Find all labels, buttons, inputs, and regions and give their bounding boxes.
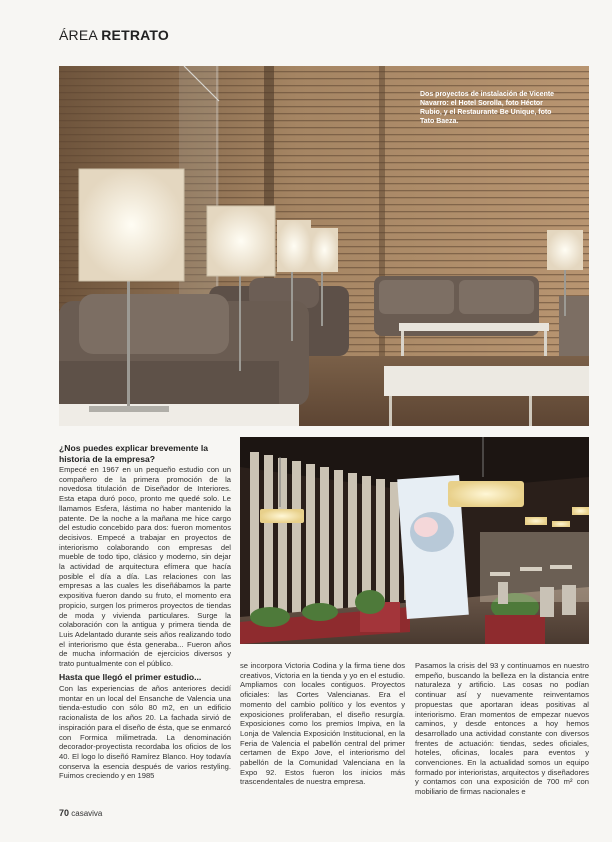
paragraph-present: Pasamos la crisis del 93 y continuamos en nuestro empeño, buscando la belleza en la distancia entre naturaleza y artificio. Las cosas no podían continuar así y nuevamente reinventamos propuestas que aportaran ideas positivas al interiorismo. Eran momentos de empezar nuevos caminos, y desde entonces a hoy hemos desarrollado una actividad constante con diversos frentes de actuación: tiendas, sedes oficiales, hoteles, oficinas, locales para eventos y convenciones. En la actualidad somos un equipo formado por interioristas, arquitectos y diseñadores y contamos con una exposición de 700 m² con mobiliario de firmas nacionales e <box>415 661 589 797</box>
text-column-1b <box>59 684 231 781</box>
text-column-1 <box>59 465 231 669</box>
section-label: ÁREA <box>59 27 98 43</box>
photo-caption: Dos proyectos de instalación de Vicente Navarro: el Hotel Sorolla, foto Héctor Rubio, y el Restaurante Be Unique, foto Tato Baeza. <box>420 91 555 125</box>
paragraph-history: Empecé en 1967 en un pequeño estudio con un compañero de la primera promoción de la novedosa titulación de Diseñador de Interiores. Esta etapa duró poco, pronto me quedé solo. Le llamamos Esfera, lástima no haber mantenido la patente. De la noche a la mañana me hice cargo del estudio concebido para dos: fueron momentos decisivos. Empecé a trabajar en proyectos de interiorismo colaborando con empresas del mueble de todo tipo, clásico y moderno, sin dejar la actividad de arquitectura efímera que hacía posible el día a día. Las relaciones con las empresas a las cuales les diseñábamos la parte expositiva fueron dando su fruto, el momento era propicio, surgen los primeros proyectos de tiendas de moda y vivienda particulares. Surge la colaboración con la antigua y primera tienda de Luis Adelantado durante seis años realizando todo el interiorismo que ésta generaba... Fueron años de mucha información de ejercicios diversos y trato puntualmente con el público. <box>59 465 231 669</box>
page-footer <box>59 808 102 818</box>
photo-restaurant <box>240 437 589 644</box>
question-history: ¿Nos puedes explicar brevemente la historia de la empresa? <box>59 443 209 464</box>
section-title: RETRATO <box>101 27 170 43</box>
text-column-2 <box>240 661 405 787</box>
page-number: 70 <box>59 808 70 818</box>
question-first-studio: Hasta que llegó el primer estudio... <box>59 672 202 682</box>
restaurant-illustration <box>240 437 589 644</box>
section-header <box>59 27 169 43</box>
text-column-3 <box>415 661 589 797</box>
publication-name: casaviva <box>71 809 103 818</box>
paragraph-first-studio: Con las experiencias de años anteriores decidí montar en un local del Ensanche de Valencia una tienda-estudio con sólo 80 m2, en un edificio racionalista de los años 20. La fachada sirvió de inspiración para el diseño de ésta, que se enmarcó con Formica milimetrada. La denominación decorador-proyectista recordaba los oficios de los 40. El logo lo diseñó Ramírez Blanco. Hoy todavía conserva la esencia después de varios restyling. Fuimos creciendo y en 1985 <box>59 684 231 781</box>
paragraph-growth: se incorpora Victoria Codina y la firma tiene dos creativos, Victoria en la tienda y yo en el estudio. Ampliamos con locales contiguos. Proyectos oficiales: las Cortes Valencianas. Era el momento del cambio político y los eventos y exposiciones proliferaban, el diseño resurgía. Exposiciones como los premios Impiva, en la Lonja de Valencia Exposición Institucional, en la Feria de Valencia el pabellón central del primer certamen de Expo Jove, el interiorismo del pabellón de la Comunidad Valenciana en la Expo 92. Estos fueron los inicios más trascendentales de nuestra empresa. <box>240 661 405 787</box>
